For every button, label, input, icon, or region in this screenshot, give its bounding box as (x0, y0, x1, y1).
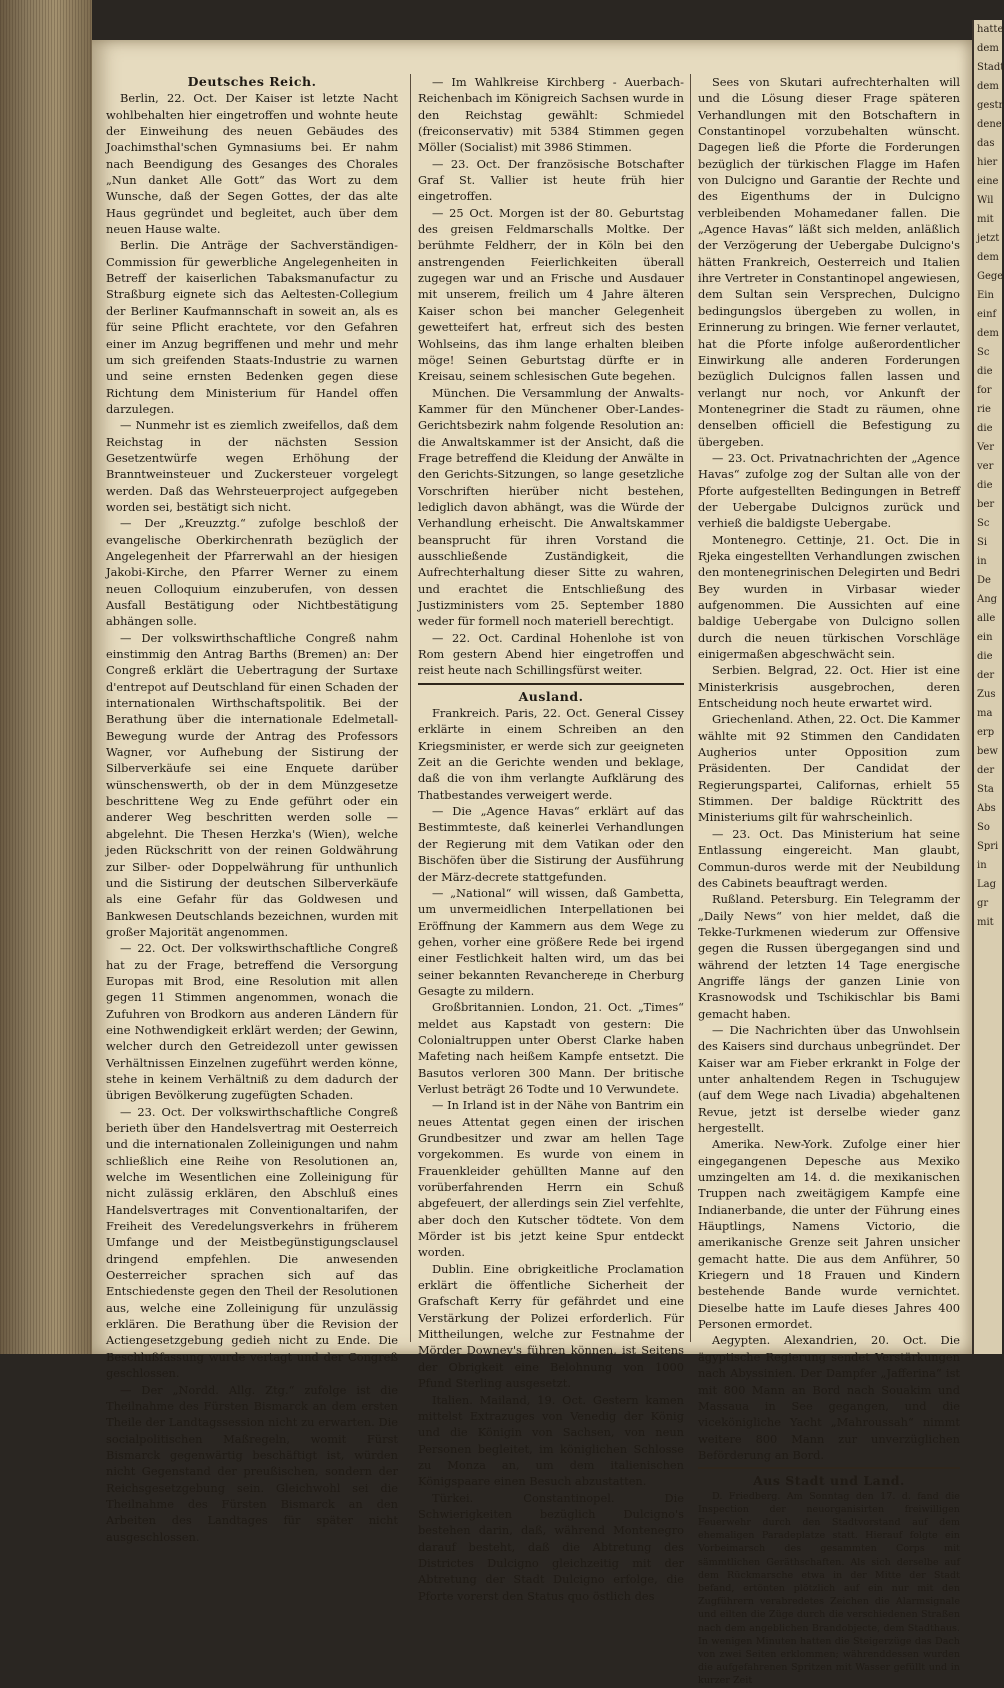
adjacent-page-fragment: ber (977, 499, 995, 510)
article-paragraph: Amerika. New-York. Zufolge einer hier eingegangenen Depesche aus Mexiko umzingelten am 14. d. die mexikanischen Truppen nach zweitägigem Kampfe eine Indianerbande, die unter der Führung eines Häuptlings, Namens Victorio, die amerikanische Grenze seit Jahren unsicher gemacht hatte. Die aus dem Anführer, 50 Kriegern und 18 Frauen und Kindern bestehende Bande wurde vernichtet. Dieselbe hatte im Laufe dieses Jahres 400 Personen ermordet. (698, 1137, 960, 1332)
article-paragraph: Rußland. Petersburg. Ein Telegramm der „Daily News“ von hier meldet, daß die Tekke-Turkmenen wiederum zur Offensive gegen die Russen übergegangen sind und während der letzten 14 Tage energische Angriffe längs der ganzen Linie von Krasnowodsk und Tschikischlar bis Bami gemacht haben. (698, 892, 960, 1021)
article-paragraph: Berlin. Die Anträge der Sachverständigen-Commission für gewerbliche Angelegenheiten in Betreff der kaiserlichen Tabaksmanufactur zu Straßburg eignete sich das Aeltesten-Collegium der Berliner Kaufmannschaft in soweit an, als es für seine Pflicht erachtete, vor den Gefahren einer im Anzug begriffenen und mehr und mehr um sich greifenden Staats-Industrie zu warnen und seine ernsten Bedenken gegen diese Richtung dem Ministerium für Handel offen darzulegen. (106, 238, 398, 416)
column-2-articles-b (418, 705, 684, 1604)
adjacent-page-fragment: hatte (977, 24, 1004, 35)
adjacent-page-fragment: Stadt (977, 62, 1004, 73)
adjacent-page-fragment: dem (977, 328, 999, 339)
adjacent-page-fragment: dem (977, 252, 999, 263)
article-paragraph: Aegypten. Alexandrien, 20. Oct. Die ägyptische Regierung sendet Verstärkungen nach Abyssinien. Der Dampfer „Jafferina“ ist mit 800 Mann an Bord nach Souakim und Massaua in See gegangen, und die vicekönigliche Yacht „Mahroussah“ nimmt weitere 800 Mann zur unverzüglichen Beförderung an Bord. (698, 1333, 960, 1462)
adjacent-page-fragment: die (977, 651, 993, 662)
article-paragraph: Frankreich. Paris, 22. Oct. General Cissey erklärte in einem Schreiben an den Kriegsminister, er werde sich zur geeigneten Zeit an die Gerichte wenden und beklage, daß die von ihm verlangte Aufklärung des Thatbestandes verweigert werde. (418, 706, 684, 802)
adjacent-page-fragment: gestr (977, 100, 1004, 111)
adjacent-page-fragment: for (977, 385, 992, 396)
adjacent-page-fragment: eine (977, 176, 999, 187)
adjacent-page-fragment: Wil (977, 195, 994, 206)
book-edge-left (0, 0, 92, 1354)
adjacent-page-fragment: gr (977, 898, 989, 909)
article-paragraph: Türkei. Constantinopel. Die Schwierigkeiten bezüglich Dulcigno's bestehen darin, daß, während Montenegro darauf besteht, daß die Abtretung des Districtes Dulcigno gleichzeitig mit der Abtretung der Stadt Dulcigno erfolge, die Pforte vorerst den Status quo östlich des (418, 1490, 684, 1603)
adjacent-page-fragment: in (977, 556, 987, 567)
column-3-articles-a (698, 74, 960, 1463)
article-paragraph: — Der „Nordd. Allg. Ztg.“ zufolge ist die Theilnahme des Fürsten Bismarck an dem ersten Theile der Landtagssession nicht zu erwarten. Die socialpolitischen Maßregeln, womit Fürst Bismarck gegenwärtig beschäftigt ist, würden nicht Gegenstand der preußischen, sondern der Reichsgesetzgebung sein. Gleichwohl sei die Theilnahme des Fürsten Bismarck an den Arbeiten des Landtages für später nicht ausgeschlossen. (106, 1382, 398, 1544)
adjacent-page-fragment: ver (977, 461, 994, 472)
adjacent-page-fragment: Ein (977, 290, 994, 301)
adjacent-page-fragment: Spri (977, 841, 999, 852)
adjacent-page-fragment: dem (977, 81, 999, 92)
adjacent-page-fragment: De (977, 575, 991, 586)
local-news-paragraph: D. Friedberg. Am Sonntag den 17. d. fand die Inspection der neuorganisirten freiwilligen Feuerwehr durch den Stadtvorstand auf dem ehemaligen Paradeplatze statt. Hierauf folgte ein Vorbeimarsch des gesammten Corps mit sämmtlichen Geräthschaften. Als sich derselbe auf dem Rückmarsche etwa in der Mitte der Stadt befand, ertönten plötzlich auf ein nur mit den Zugführern verabredetes Zeichen die Alarmsignale und eilten die Züge durch die verschiedenen Straßen nach dem angeblichen Brandobjecte, dem Stadthaus. In wenigen Minuten hatten die Steigerzüge das Dach von zwei Seiten erklommen; währenddessen wurden die aufgefahrenen Spritzen mit Wasser gefüllt und in kurzer Zeit (698, 1490, 960, 1687)
article-paragraph: Dublin. Eine obrigkeitliche Proclamation erklärt die öffentliche Sicherheit der Grafschaft Kerry für gefährdet und eine Verstärkung der Polizei erforderlich. Für Mittheilungen, welche zur Festnahme der Mörder Downey's führen können, ist Seitens der Obrigkeit eine Belohnung von 1000 Pfund Sterling ausgesetzt. (418, 1261, 684, 1391)
adjacent-page-fragment: Lag (977, 879, 997, 890)
adjacent-page-fragment: Ang (977, 594, 998, 605)
article-paragraph: — In Irland ist in der Nähe von Bantrim ein neues Attentat gegen einen der irischen Grundbesitzer und zwar am hellen Tage vorgekommen. Es wurde von einem in Frauenkleider gehüllten Manne auf den vorüberfahrenden Herrn ein Schuß abgefeuert, der allerdings sein Ziel verfehlte, aber doch den Kutscher tödtete. Von dem Mörder ist bis jetzt keine Spur entdeckt worden. (418, 1098, 684, 1260)
adjacent-page-fragment: Gege (977, 271, 1004, 282)
column-1-articles (106, 90, 398, 1545)
adjacent-page-fragment: in (977, 860, 987, 871)
section-rule (698, 1467, 960, 1469)
column-3 (698, 74, 960, 1688)
adjacent-page-fragment: Sc (977, 347, 990, 358)
adjacent-page-fragment: die (977, 366, 993, 377)
section-heading-aus-stadt-und-land: Aus Stadt und Land. (753, 1473, 905, 1489)
adjacent-page-fragment: Zus (977, 689, 996, 700)
adjacent-page-fragment: dene (977, 119, 1002, 130)
adjacent-page-fragment: So (977, 822, 990, 833)
article-paragraph: — 22. Oct. Der volkswirthschaftliche Congreß hat zu der Frage, betreffend die Versorgung Europas mit Brod, eine Resolution mit allen gegen 11 Stimmen angenommen, wonach die Zufuhren von Brodkorn aus anderen Ländern für eine Nothwendigkeit erklärt werden; der Gewinn, welcher durch den Getreidezoll unter gewissen Verhältnissen Einzelnen zugeführt werden könne, stehe in keinem Verhältniß zu dem dadurch der übrigen Bevölkerung zugefügten Schaden. (106, 941, 398, 1103)
newspaper-page (92, 40, 972, 1687)
article-paragraph: — Nunmehr ist es ziemlich zweifellos, daß dem Reichstag in der nächsten Session Gesetzentwürfe wegen Erhöhung der Branntweinsteuer und Zuckersteuer vorgelegt werden. Daß das Wehrsteuerproject aufgegeben worden sei, bestätigt sich nicht. (106, 418, 398, 514)
article-paragraph: — 23. Oct. Der volkswirthschaftliche Congreß berieth über den Handelsvertrag mit Oesterreich und die internationalen Zolleinigungen und nahm schließlich eine Reihe von Resolutionen an, welche im Wesentlichen eine Zolleinigung für nicht zulässig erklären, den Abschluß eines Handelsvertrages mit Conventionaltarifen, der Freiheit des Veredelungsverkehrs in früherem Umfange und der Meistbegünstigungsclausel dringend empfehlen. Die anwesenden Oesterreicher sprachen sich auf das Entschiedenste gegen den Theil der Resolutionen aus, welche eine Zolleinigung für unzulässig erklären. Die Berathung über die Revision der Actiengesetzgebung gedieh nicht zu Ende. Die Beschlußfassung wurde vertagt und der Congreß geschlossen. (106, 1104, 398, 1381)
adjacent-page-fragment: Sc (977, 518, 990, 529)
adjacent-page-fragment: Abs (977, 803, 996, 814)
adjacent-page-fragment: Ver (977, 442, 995, 453)
article-paragraph: Serbien. Belgrad, 22. Oct. Hier ist eine Ministerkrisis ausgebrochen, deren Entscheidung noch heute erwartet wird. (698, 663, 960, 711)
article-paragraph: — 25 Oct. Morgen ist der 80. Geburtstag des greisen Feldmarschalls Moltke. Der berühmte Feldherr, der in Köln bei den anstrengenden Feierlichkeiten überall zugegen war und an Frische und Ausdauer mit unserem, freilich um 4 Jahre älteren Kaiser schon bei mancher Gelegenheit gewetteifert hat, erfreut sich des besten Wohlseins, das ihm lange erhalten bleiben möge! Seinen Geburtstag dürfte er in Kreisau, seinem schlesischen Gute begehen. (418, 205, 684, 384)
column-2 (418, 74, 684, 1604)
article-paragraph: — Der „Kreuzztg.“ zufolge beschloß der evangelische Oberkirchenrath bezüglich der Angelegenheit der Pfarrerwahl an der hiesigen Jakobi-Kirche, den Pfarrer Werner zu einem neuen Colloquium einzuberufen, von dessen Ausfall Bestätigung oder Nichtbestätigung abhängen solle. (106, 516, 398, 629)
section-heading-ausland: Ausland. (518, 688, 584, 704)
article-paragraph: — 23. Oct. Das Ministerium hat seine Entlassung eingereicht. Man glaubt, Commun-duros werde mit der Neubildung des Cabinets beauftragt werden. (698, 826, 960, 890)
adjacent-page-fragment: bew (977, 746, 998, 757)
article-paragraph: Montenegro. Cettinje, 21. Oct. Die in Rjeka eingestellten Verhandlungen zwischen den montenegrinischen Delegirten und Bedri Bey wurden in Virbasar wieder aufgenommen. Die Aussichten auf eine baldige Uebergabe von Dulcigno sollen durch die neuen türkischen Vorschläge einigermaßen abgeschwächt sein. (698, 532, 960, 662)
adjacent-page-fragment: Sta (977, 784, 994, 795)
article-paragraph: Berlin, 22. Oct. Der Kaiser ist letzte Nacht wohlbehalten hier eingetroffen und wohnte heute der Einweihung des neuen Gebäudes des Joachimsthal'schen Gymnasiums bei. Er nahm nach Beendigung des Gesanges des Chorales „Nun danket Alle Gott“ das Wort zu dem Wunsche, daß der Segen Gottes, der das alte Haus gegründet und begleitet, auch über dem neuen Hause walte. (106, 91, 398, 237)
adjacent-page-fragment: die (977, 423, 993, 434)
adjacent-page-fragment: ein (977, 632, 993, 643)
article-paragraph: — „National“ will wissen, daß Gambetta, um unvermeidlichen Interpellationen bei Eröffnung der Kammern aus dem Wege zu gehen, vorher eine größere Rede bei irgend einer Festlichkeit halten wird, um das bei seiner bekannten Revanchereде in Cherburg Gesagte zu mildern. (418, 885, 684, 998)
article-paragraph: — 23. Oct. Der französische Botschafter Graf St. Vallier ist heute früh hier eingetroffen. (418, 156, 684, 204)
adjacent-page-fragment: die (977, 480, 993, 491)
section-heading-deutsches-reich: Deutsches Reich. (187, 74, 317, 89)
column-1 (106, 74, 398, 1545)
adjacent-page-fragment: einf (977, 309, 997, 320)
adjacent-page-fragment: dem (977, 43, 999, 54)
section-rule (418, 683, 684, 685)
adjacent-page-fragment: rie (977, 404, 991, 415)
article-paragraph: München. Die Versammlung der Anwalts-Kammer für den Münchener Ober-Landes-Gerichtsbezirk nahm folgende Resolution an: die Anwaltskammer ist der Ansicht, daß die Frage betreffend die Kleidung der Anwälte in den Gerichts-Sitzungen, so lange gesetzliche Vorschriften hierüber nicht bestehen, lediglich davon abhängt, was die Würde der Verhandlung erheischt. Die Anwaltskammer beansprucht für ihren Vorstand die ausschließende Zuständigkeit, die Aufrechterhaltung dieser Sitte zu wahren, und erachtet die Entschließung des Justizministers vom 25. September 1880 weder für formell noch materiell berechtigt. (418, 385, 684, 629)
article-paragraph: — 23. Oct. Privatnachrichten der „Agence Havas“ zufolge zog der Sultan alle von der Pforte aufgestellten Bedingungen in Betreff der Uebergabe Dulcignos zurück und verhieß die baldigste Uebergabe. (698, 450, 960, 531)
adjacent-page-fragment: Si (977, 537, 988, 548)
adjacent-page-fragment: erp (977, 727, 995, 738)
article-paragraph: — Die „Agence Havas“ erklärt auf das Bestimmteste, daß keinerlei Verhandlungen der Regierung mit dem Vatikan oder den Bischöfen über die Sistirung der Ausführung der März-decrete stattgefunden. (418, 804, 684, 884)
adjacent-page-fragment: mit (977, 917, 994, 928)
adjacent-page-fragment: ma (977, 708, 993, 719)
adjacent-page-fragment: das (977, 138, 995, 149)
adjacent-page-fragment: der (977, 765, 995, 776)
article-paragraph: — Der volkswirthschaftliche Congreß nahm einstimmig den Antrag Barths (Bremen) an: Der Congreß erklärt die Uebertragung der Surtaxe d'entrepot auf Deutschland für einen Schaden der internationalen Wirthschaftspolitik. Bei der Berathung über die internationale Edelmetall-Bewegung wurde der Antrag des Professors Wagner, vor Aufhebung der Sistirung der Silberverkäufe sei eine Enquete darüber wünschenswerth, ob der in dem Münzgesetze beschrittene Weg zu Ende geführt oder ein anderer Weg beschritten werden solle — abgelehnt. Die Thesen Herzka's (Wien), welche jeden Rückschritt von der reinen Goldwährung zur Silber- oder Doppelwährung für unthunlich und die Sistirung der deutschen Silberverkäufe als eine Gefahr für das Goldwesen und Bankwesen Deutschlands bezeichnen, wurden mit großer Majorität angenommen. (106, 630, 398, 939)
adjacent-page-fragment: alle (977, 613, 996, 624)
adjacent-page-strip (972, 20, 1002, 1354)
adjacent-page-fragment: der (977, 670, 995, 681)
column-divider-1 (410, 74, 411, 1342)
adjacent-page-fragment: mit (977, 214, 994, 225)
adjacent-page-fragment: jetzt (977, 233, 1000, 244)
article-paragraph: — 22. Oct. Cardinal Hohenlohe ist von Rom gestern Abend hier eingetroffen und reist heute nach Schillingsfürst weiter. (418, 630, 684, 678)
article-paragraph: Großbritannien. London, 21. Oct. „Times“ meldet aus Kapstadt von gestern: Die Colonialtruppen unter Oberst Clarke haben Mafeting nach heißem Kampfe entsetzt. Die Basutos verloren 300 Mann. Der britische Verlust beträgt 26 Todte und 10 Verwundete. (418, 1000, 684, 1096)
article-paragraph: — Die Nachrichten über das Unwohlsein des Kaisers sind durchaus unbegründet. Der Kaiser war am Fieber erkrankt in Folge der unter anhaltendem Regen in Tschugujew (auf dem Wege nach Livadia) abgehaltenen Revue, jetzt ist derselbe wieder ganz hergestellt. (698, 1022, 960, 1135)
article-paragraph: — Im Wahlkreise Kirchberg - Auerbach-Reichenbach im Königreich Sachsen wurde in den Reichstag gewählt: Schmiedel (freiconservativ) mit 5384 Stimmen gegen Möller (Socialist) mit 3986 Stimmen. (418, 75, 684, 155)
article-paragraph: Griechenland. Athen, 22. Oct. Die Kammer wählte mit 92 Stimmen den Candidaten Augherios unter Opposition zum Präsidenten. Der Candidat der Regierungspartei, Californas, erhielt 55 Stimmen. Der baldige Rücktritt des Ministeriums gilt für wahrscheinlich. (698, 712, 960, 825)
article-paragraph: Sees von Skutari aufrechterhalten will und die Lösung dieser Frage späteren Verhandlungen mit den Botschaftern in Constantinopel vorzubehalten wünscht. Dagegen ließ die Pforte die Forderungen bezüglich der türkischen Flagge im Hafen von Dulcigno und Garantie der Rechte und des Eigenthums der in Dulcigno verbleibenden Mohamedaner fallen. Die „Agence Havas“ läßt sich melden, anläßlich der Verzögerung der Uebergabe Dulcigno's hätten Frankreich, Oesterreich und Italien ihre Vertreter in Constantinopel angewiesen, dem Sultan sein Versprechen, Dulcigno bedingungslos übergeben zu wollen, in Erinnerung zu bringen. Wie ferner verlautet, hat die Pforte infolge außerordentlicher Einwirkung alle anderen Forderungen bezüglich Dulcignos fallen lassen und verlangt nur noch, vor Ankunft der Montenegriner die Stadt zu räumen, ohne denselben officiell die Befestigung zu übergeben. (698, 75, 960, 449)
column-2-articles-a (418, 74, 684, 679)
column-divider-2 (690, 74, 691, 1342)
adjacent-page-fragment: hier (977, 157, 998, 168)
article-paragraph: Italien. Mailand, 19. Oct. Gestern kamen mittelst Extrazuges von Venedig der König und die Königin von Sachsen, von neun Personen begleitet, im königlichen Schlosse zu Monza an, um dem italienischen Königspaare einen Besuch abzustatten. (418, 1392, 684, 1489)
